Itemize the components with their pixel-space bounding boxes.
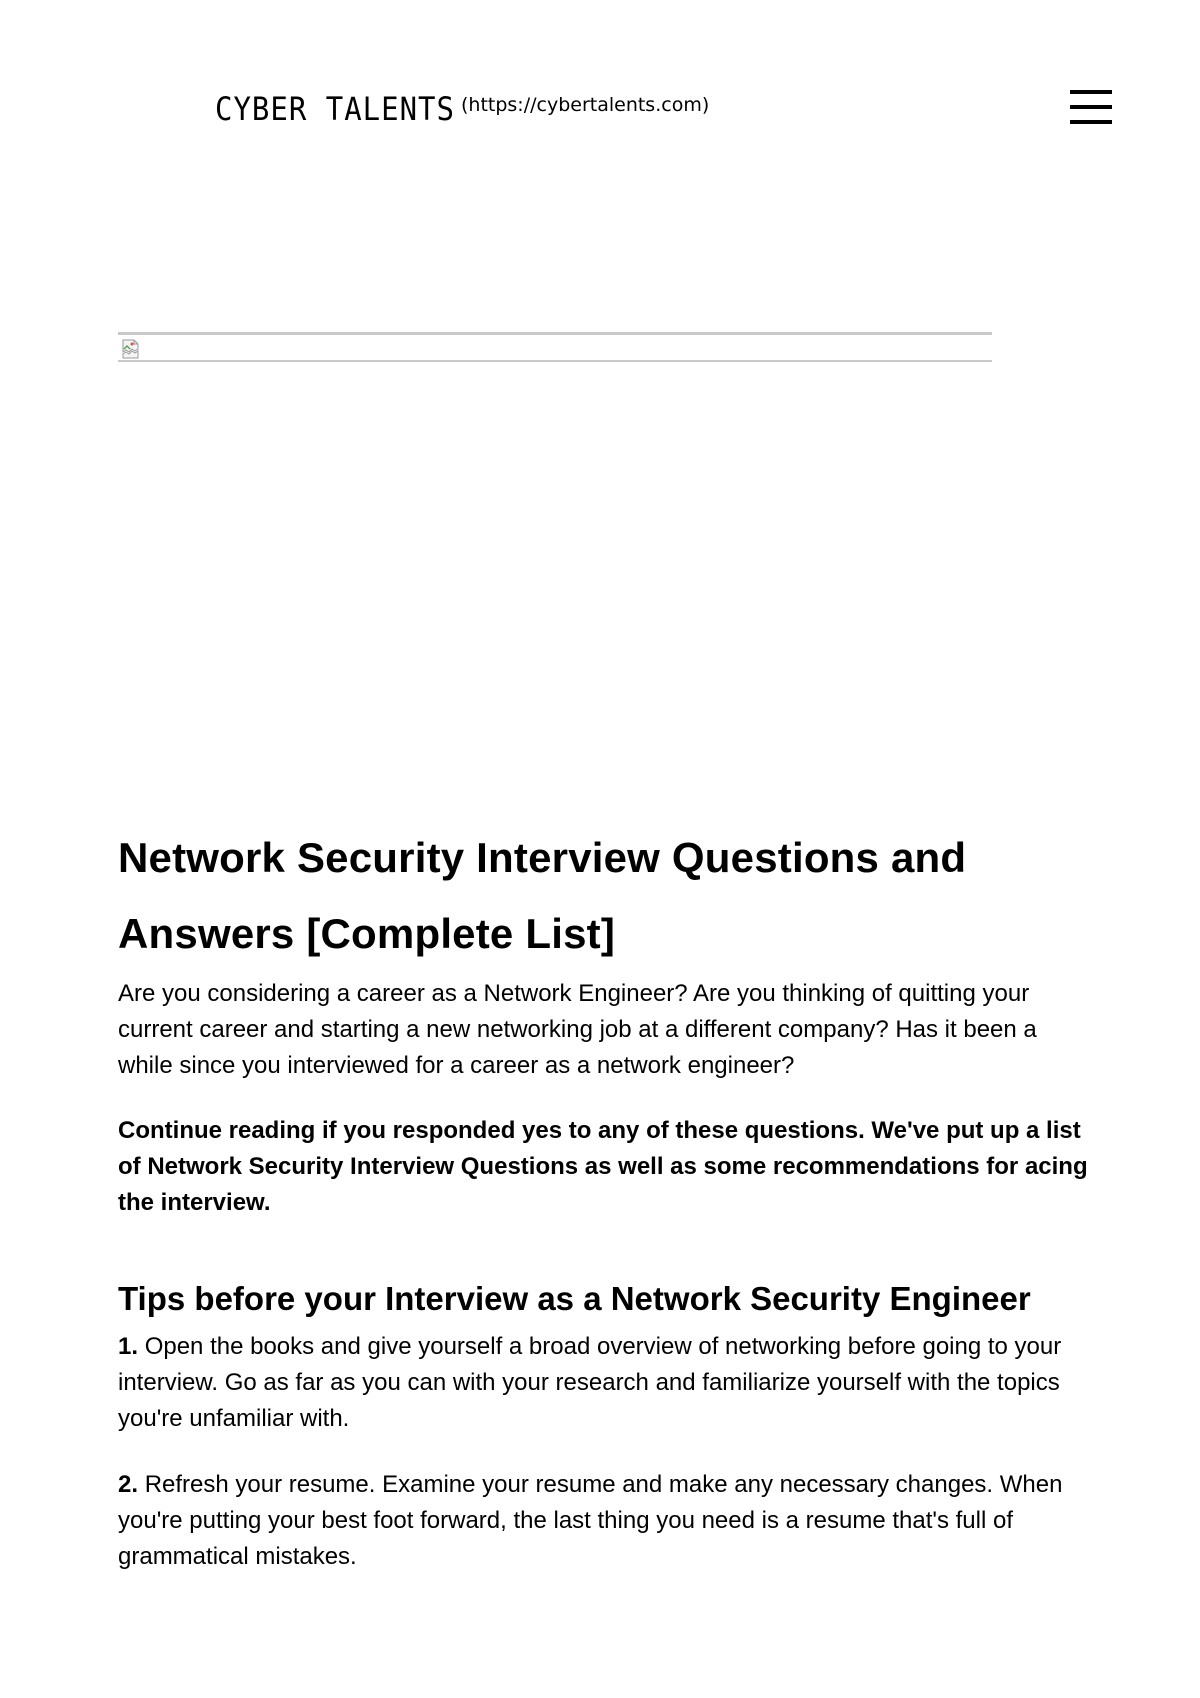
tip-text: Open the books and give yourself a broad overview of networking before going to your interview. Go as far as you can with your research and familiarize yourself with the topics you're unfamiliar with. xyxy=(118,1333,1062,1432)
tip-text: Refresh your resume. Examine your resume and make any necessary changes. When you're putting your best foot forward, the last thing you need is a resume that's full of grammatical mistakes. xyxy=(118,1471,1063,1570)
menu-bar xyxy=(1070,105,1112,109)
hero-image-placeholder xyxy=(118,332,992,362)
intro-paragraph: Are you considering a career as a Network Engineer? Are you thinking of quitting your current career and starting a new networking job at a different company? Has it been a while since you interviewed for a career as a network engineer? xyxy=(118,980,1037,1079)
logo-text: CYBER TALENTS xyxy=(215,90,455,128)
site-header xyxy=(0,0,1200,180)
menu-bar xyxy=(1070,120,1112,124)
tip-item xyxy=(118,1467,1088,1575)
tip-number: 1. xyxy=(118,1333,139,1360)
menu-bar xyxy=(1070,90,1112,94)
tips-heading: Tips before your Interview as a Network Security Engineer xyxy=(118,1280,1031,1317)
logo-link[interactable] xyxy=(215,92,709,126)
logo-url-text: (https://cybertalents.com) xyxy=(460,94,710,116)
intro-bold-paragraph: Continue reading if you responded yes to any of these questions. We've put up a list of Network Security Interview Questions as well as some recommendations for acing the interview. xyxy=(118,1117,1088,1216)
hamburger-menu-icon[interactable] xyxy=(1070,88,1112,126)
broken-image-icon xyxy=(121,339,141,359)
tip-number: 2. xyxy=(118,1471,139,1498)
page-title: Network Security Interview Questions and Answers [Complete List] xyxy=(118,834,967,957)
article xyxy=(118,820,1088,1575)
tip-item xyxy=(118,1329,1088,1437)
